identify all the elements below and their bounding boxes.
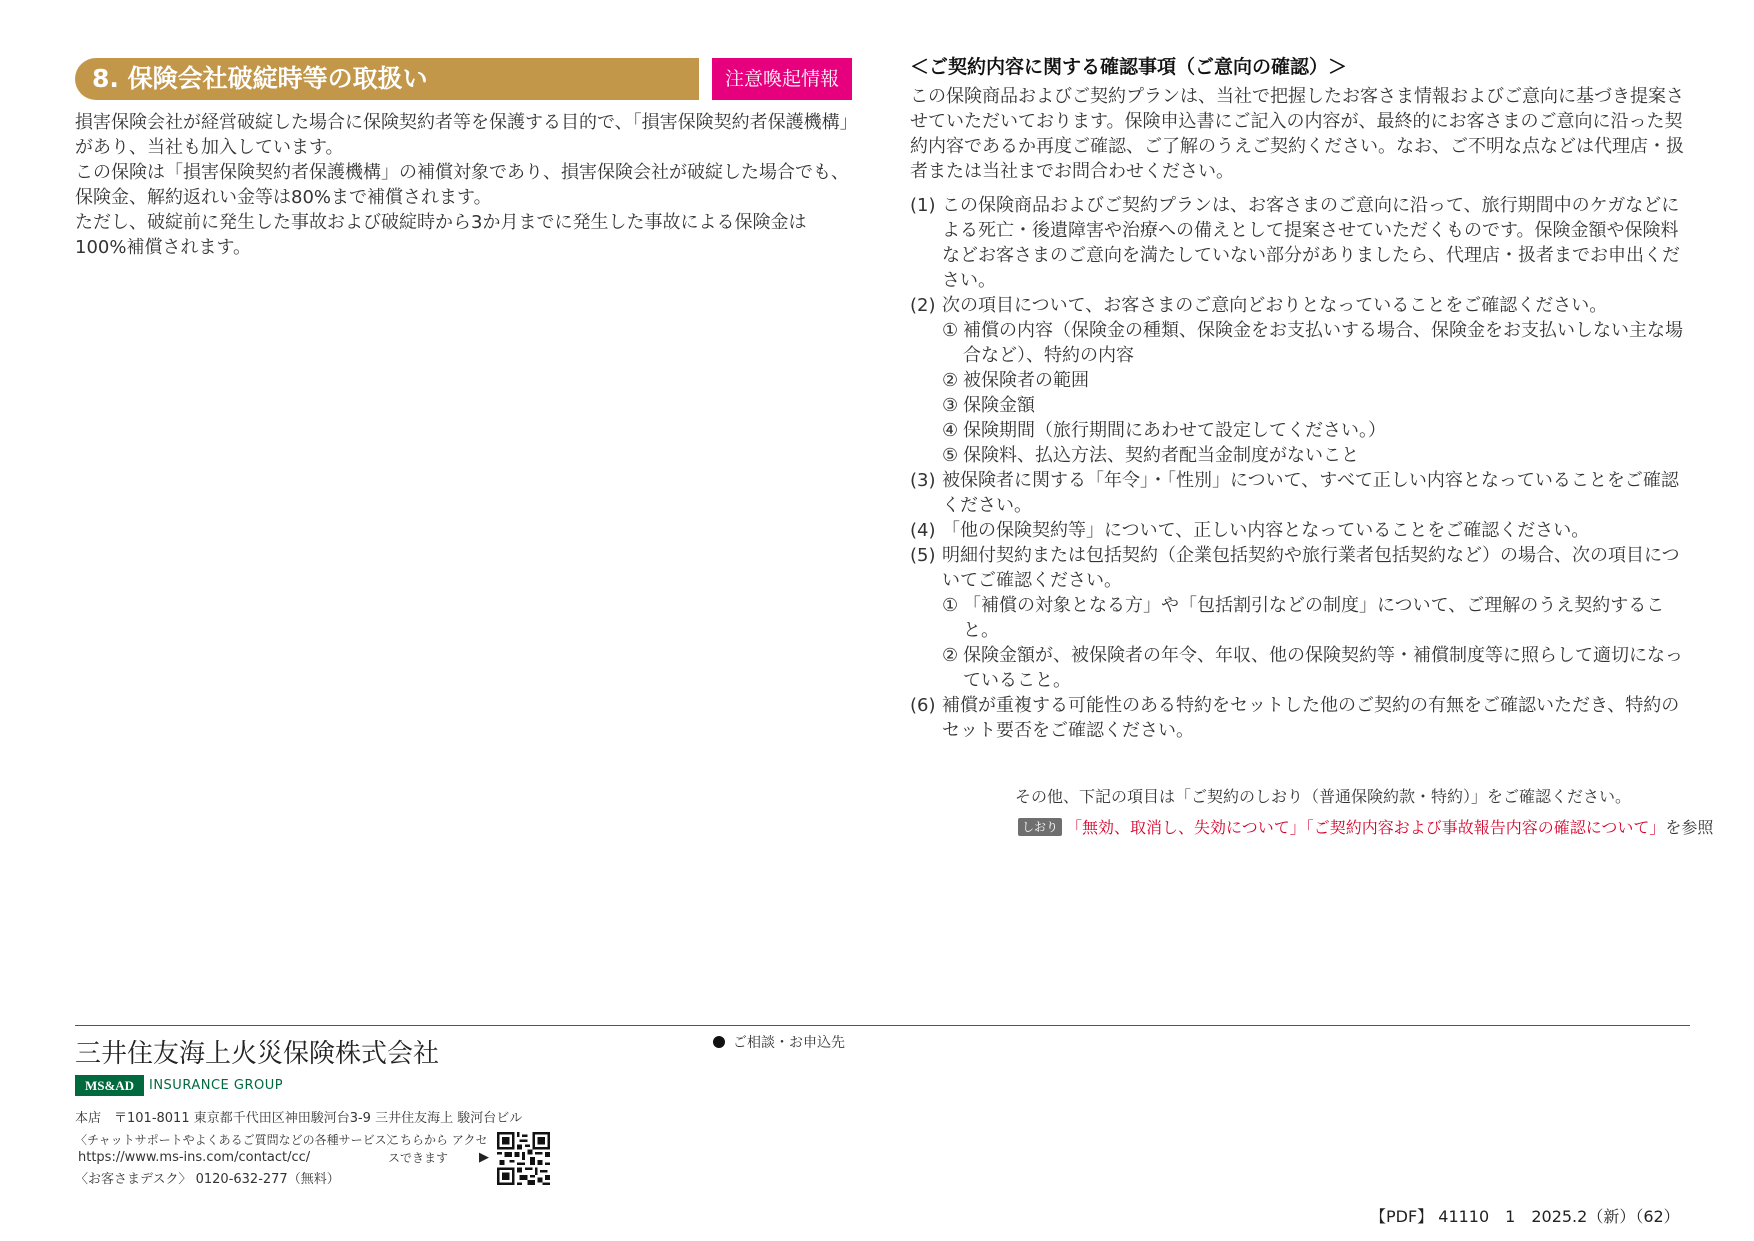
qr-code-icon[interactable] (497, 1132, 550, 1185)
bullet-icon (713, 1036, 725, 1048)
item-text: 次の項目について、お客さまのご意向どおりとなっていることをご確認ください。 (942, 295, 1608, 316)
sub-item-number: ④ (942, 420, 959, 441)
confirmation-items (910, 193, 1690, 743)
sub-item-number: ① (942, 595, 959, 616)
company-name: 三井住友海上火災保険株式会社 (75, 1039, 440, 1069)
section8-paragraph: 損害保険会社が経営破綻した場合に保険契約者等を保護する目的で、「損害保険契約者保護機構」があり、当社も加入しています。 (75, 112, 849, 158)
sub-item-text: 被保険者の範囲 (963, 370, 1089, 391)
item-number: (1) (910, 195, 936, 216)
sub-item-number: ⑤ (942, 445, 959, 466)
reference-suffix: を参照 (1665, 818, 1714, 837)
item-number: (3) (910, 470, 936, 491)
sub-item (910, 368, 1690, 393)
arrow-right-icon: ▶ (479, 1150, 489, 1165)
sub-item-text: 補償の内容（保険金の種類、保険金をお支払いする場合、保険金をお支払いしない主な場合など）、特約の内容 (963, 320, 1683, 366)
confirmation-item (910, 543, 1690, 593)
sub-item (910, 643, 1690, 693)
item-text: この保険商品およびご契約プランは、お客さまのご意向に沿って、旅行期間中のケガなどによる死亡・後遺障害や治療への備えとして提案させていただくものです。保険金額や保険料などお客さまのご意向を満たしていない部分がありましたら、代理店・扱者までお申出ください。 (942, 195, 1680, 291)
document-code: 【PDF】 41110 1 2025.2（新）（62） (1370, 1207, 1680, 1226)
contact-url-link[interactable]: https://www.ms-ins.com/contact/cc/ (78, 1150, 311, 1165)
section8-body (75, 110, 853, 260)
sub-item (910, 318, 1690, 368)
sub-item-text: 保険金額が、被保険者の年令、年収、他の保険契約等・補償制度等に照らして適切になっていること。 (963, 645, 1683, 691)
confirmation-title: ＜ご契約内容に関する確認事項（ご意向の確認）＞ (910, 56, 1348, 78)
section-title: 8. 保険会社破綻時等の取扱い (92, 64, 428, 93)
sub-item-text: 保険期間（旅行期間にあわせて設定してください。） (963, 420, 1386, 441)
sub-item-text: 保険料、払込方法、契約者配当金制度がないこと (963, 445, 1359, 466)
shiori-reference (1018, 816, 1714, 840)
item-text: 補償が重複する可能性のある特約をセットした他のご契約の有無をご確認いただき、特約のセット要否をご確認ください。 (942, 695, 1680, 741)
section8-paragraph: この保険は「損害保険契約者保護機構」の補償対象であり、損害保険会社が破綻した場合でも、保険金、解約返れい金等は80%まで補償されます。 (75, 162, 849, 208)
customer-desk-phone: 〈お客さまデスク〉 0120-632-277（無料） (75, 1172, 340, 1187)
sub-item (910, 393, 1690, 418)
consult-text: ご相談・お申込先 (733, 1035, 845, 1051)
sub-item-number: ② (942, 645, 959, 666)
confirmation-item (910, 468, 1690, 518)
shiori-badge-icon: しおり (1018, 818, 1062, 836)
item-number: (5) (910, 545, 936, 566)
confirmation-item (910, 193, 1690, 293)
sub-item (910, 418, 1690, 443)
footer-divider (75, 1025, 1690, 1026)
sub-item-number: ① (942, 320, 959, 341)
confirmation-intro-text: この保険商品およびご契約プランは、当社で把握したお客さま情報およびご意向に基づき提案させていただいております。保険申込書にご記入の内容が、最終的にお客さまのご意向に沿った契約内容であるか再度ご確認、ご了解のうえご契約ください。なお、ご不明な点などは代理店・扱者または当社までお問合わせください。 (910, 86, 1684, 182)
confirmation-item (910, 693, 1690, 743)
confirmation-item (910, 293, 1690, 318)
item-number: (2) (910, 295, 936, 316)
item-text: 被保険者に関する「年令」・「性別」について、すべて正しい内容となっていることをご確認ください。 (942, 470, 1679, 516)
sub-item (910, 443, 1690, 468)
consult-application-label (713, 1034, 845, 1052)
insurance-group-text: INSURANCE GROUP (149, 1078, 284, 1093)
item-text: 「他の保険契約等」について、正しい内容となっていることをご確認ください。 (942, 520, 1590, 541)
reference-text: 「無効、取消し、失効について」「ご契約内容および事故報告内容の確認について」 (1066, 818, 1666, 837)
chat-support-label: 〈チャットサポートやよくあるご質問などの各種サービス〉 (75, 1133, 399, 1147)
caution-info-badge: 注意喚起情報 (712, 58, 852, 100)
confirmation-intro (910, 84, 1690, 184)
other-items-note: その他、下記の項目は「ご契約のしおり（普通保険約款・特約）」をご確認ください。 (1015, 787, 1632, 806)
qr-access-text: こちらから アクセスできます (388, 1133, 488, 1165)
confirmation-item (910, 518, 1690, 543)
item-number: (6) (910, 695, 936, 716)
msad-logo: MS&AD (75, 1075, 144, 1096)
section-header-bar (75, 58, 699, 100)
sub-item (910, 593, 1690, 643)
sub-item-number: ② (942, 370, 959, 391)
sub-item-text: 保険金額 (963, 395, 1035, 416)
head-office-address: 本店 〒101-8011 東京都千代田区神田駿河台3-9 三井住友海上 駿河台ビル (75, 1111, 523, 1126)
sub-item-text: 「補償の対象となる方」や「包括割引などの制度」について、ご理解のうえ契約すること。 (963, 595, 1665, 641)
item-text: 明細付契約または包括契約（企業包括契約や旅行業者包括契約など）の場合、次の項目についてご確認ください。 (942, 545, 1680, 591)
item-number: (4) (910, 520, 936, 541)
sub-item-number: ③ (942, 395, 959, 416)
section8-paragraph: ただし、破綻前に発生した事故および破綻時から3か月までに発生した事故による保険金は100%補償されます。 (75, 212, 807, 258)
